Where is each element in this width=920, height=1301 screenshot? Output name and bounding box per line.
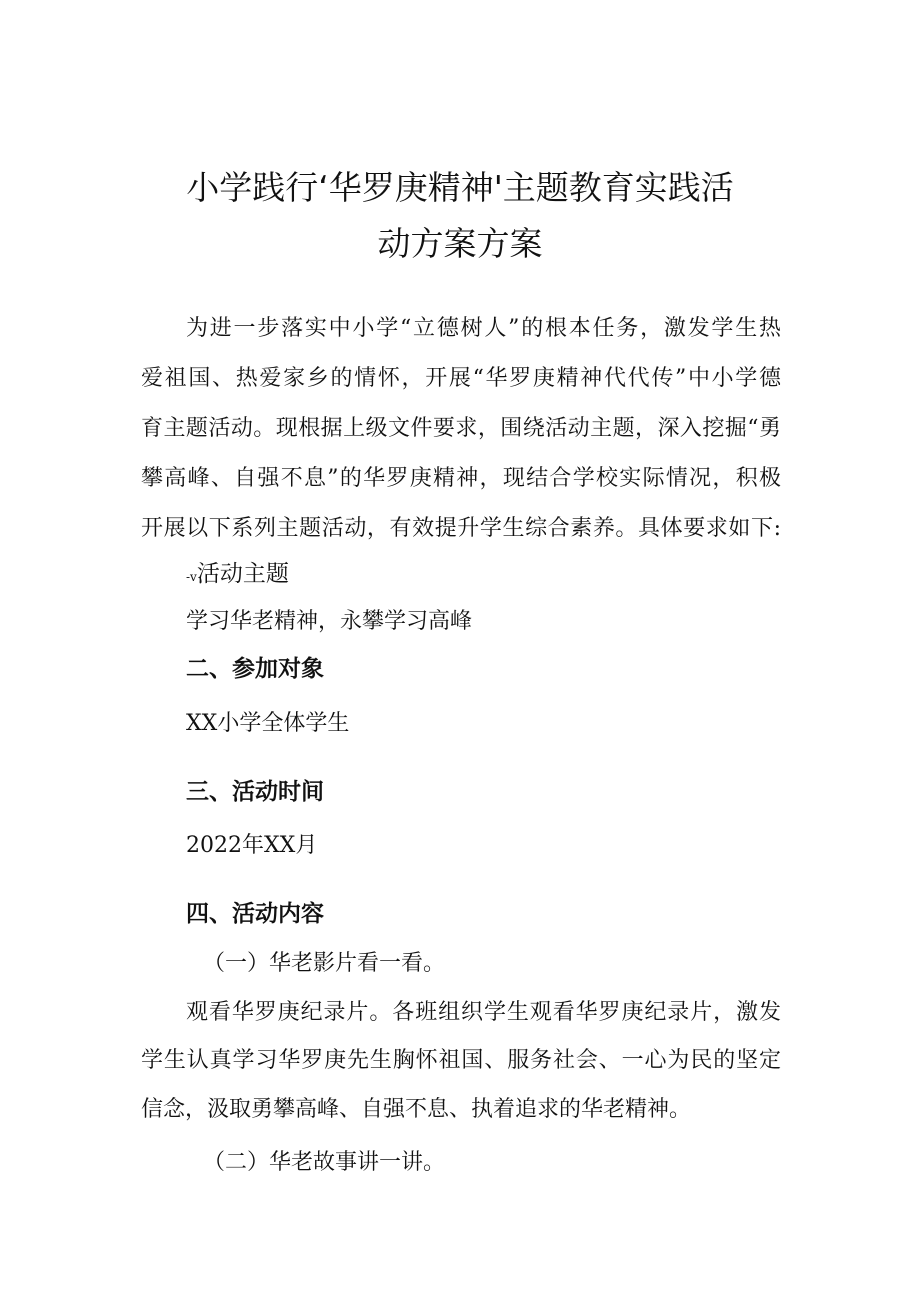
subsection-1-title: （一）华老影片看一看。 (203, 951, 446, 976)
intro-line-3: 育主题活动。现根据上级文件要求，围绕活动主题，深入挖掘“勇 (141, 416, 781, 441)
section-3-heading: 三、活动时间 (186, 779, 324, 805)
section-2-heading: 二、参加对象 (186, 656, 324, 682)
section-4-heading: 四、活动内容 (186, 901, 324, 927)
section-2-content: XX小学全体学生 (186, 711, 350, 736)
section-1-content: 学习华老精神，永攀学习高峰 (186, 609, 473, 634)
title-line-2: 动方案方案 (377, 224, 543, 263)
subsection-1-line-2: 学生认真学习华罗庚先生胸怀祖国、服务社会、一心为民的坚定 (141, 1048, 781, 1073)
intro-line-5: 开展以下系列主题活动，有效提升学生综合素养。具体要求如下: (141, 516, 781, 541)
subsection-2-title: （二）华老故事讲一讲。 (203, 1150, 446, 1175)
intro-line-4: 攀高峰、自强不息”的华罗庚精神，现结合学校实际情况，积极 (141, 466, 781, 491)
section-1-heading (186, 559, 289, 592)
subsection-1-line-3: 信念，汲取勇攀高峰、自强不息、执着追求的华老精神。 (141, 1097, 692, 1122)
section-3-content: 2022年XX月 (186, 833, 318, 858)
intro-line-2: 爱祖国、热爱家乡的情怀，开展“华罗庚精神代代传”中小学德 (141, 366, 781, 391)
intro-line-1: 为进一步落实中小学“立德树人”的根本任务，激发学生热 (186, 316, 781, 341)
section-1-prefix: -v (186, 570, 197, 584)
section-1-heading-text: 活动主题 (196, 561, 289, 587)
subsection-1-line-1: 观看华罗庚纪录片。各班组织学生观看华罗庚纪录片，激发 (186, 1000, 781, 1025)
title-line-1: 小学践行‘华罗庚精神'主题教育实践活 (186, 168, 734, 207)
